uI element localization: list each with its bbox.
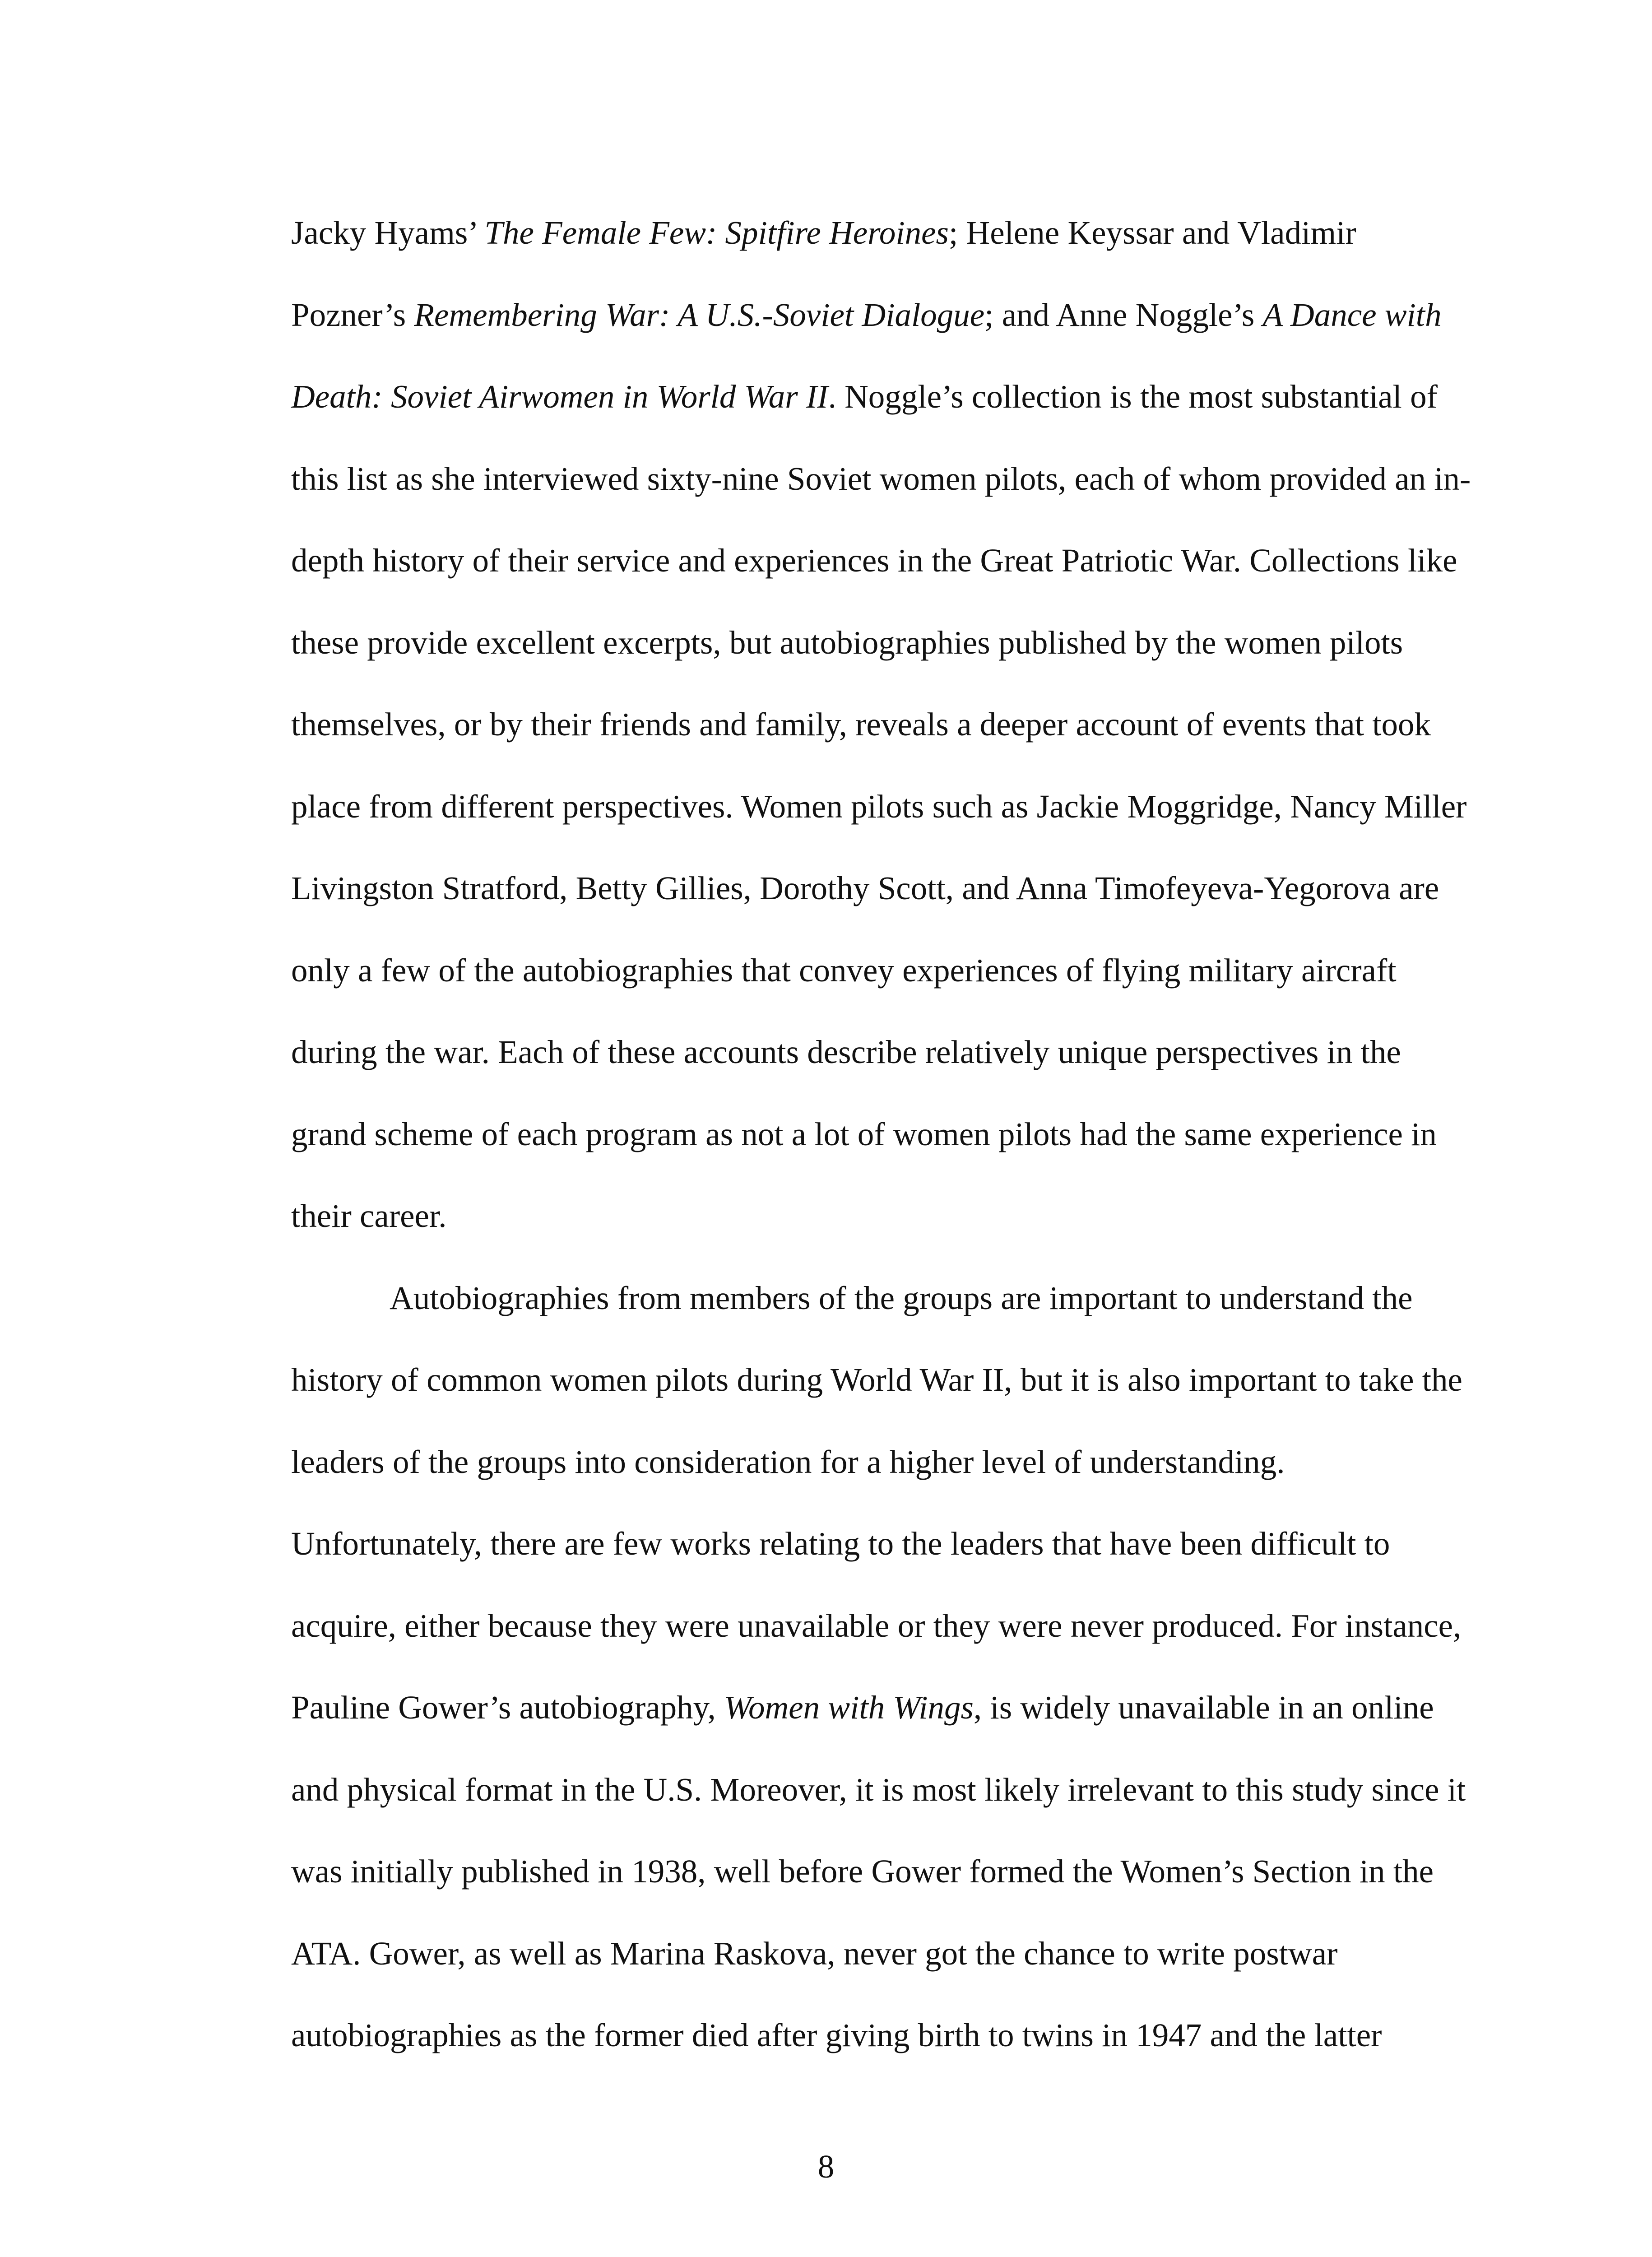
text-line: autobiographies as the former died after giving birth to twins in 1947 and the latter xyxy=(291,2017,1382,2053)
text-line: this list as she interviewed sixty-nine Soviet women pilots, each of whom provided an in- xyxy=(291,460,1471,497)
text-line: Livingston Stratford, Betty Gillies, Dorothy Scott, and Anna Timofeyeva-Yegorova are xyxy=(291,870,1439,906)
text-line: these provide excellent excerpts, but autobiographies published by the women pilots xyxy=(291,624,1403,661)
text-line: Pauline Gower’s autobiography, Women with Wings, is widely unavailable in an online xyxy=(291,1689,1434,1726)
paragraph-first-line: Autobiographies from members of the groups are important to understand the xyxy=(390,1279,1413,1316)
text-line: Jacky Hyams’ The Female Few: Spitfire Heroines; Helene Keyssar and Vladimir xyxy=(291,214,1356,251)
text-line: was initially published in 1938, well before Gower formed the Women’s Section in the xyxy=(291,1853,1434,1890)
text-line: acquire, either because they were unavailable or they were never produced. For instance, xyxy=(291,1607,1462,1644)
text-line: themselves, or by their friends and family, reveals a deeper account of events that took xyxy=(291,706,1431,743)
body-text xyxy=(291,192,1471,2076)
text-line: history of common women pilots during World War II, but it is also important to take the xyxy=(291,1361,1462,1398)
text-line: Death: Soviet Airwomen in World War II. Noggle’s collection is the most substantial of xyxy=(291,378,1438,415)
text-line: ATA. Gower, as well as Marina Raskova, never got the chance to write postwar xyxy=(291,1935,1338,1972)
text-line: leaders of the groups into consideration for a higher level of understanding. xyxy=(291,1443,1285,1480)
text-line: place from different perspectives. Women pilots such as Jackie Moggridge, Nancy Miller xyxy=(291,788,1467,825)
text-line: depth history of their service and experiences in the Great Patriotic War. Collections like xyxy=(291,542,1457,579)
text-line: Pozner’s Remembering War: A U.S.-Soviet Dialogue; and Anne Noggle’s A Dance with xyxy=(291,296,1442,333)
page-number: 8 xyxy=(817,2148,835,2185)
text-line: and physical format in the U.S. Moreover, it is most likely irrelevant to this study since it xyxy=(291,1771,1466,1808)
text-line: their career. xyxy=(291,1198,447,1234)
text-line: Unfortunately, there are few works relating to the leaders that have been difficult to xyxy=(291,1525,1390,1562)
text-line: only a few of the autobiographies that convey experiences of flying military aircraft xyxy=(291,952,1397,989)
text-line: during the war. Each of these accounts describe relatively unique perspectives in the xyxy=(291,1034,1401,1070)
text-line: grand scheme of each program as not a lot of women pilots had the same experience in xyxy=(291,1115,1437,1152)
